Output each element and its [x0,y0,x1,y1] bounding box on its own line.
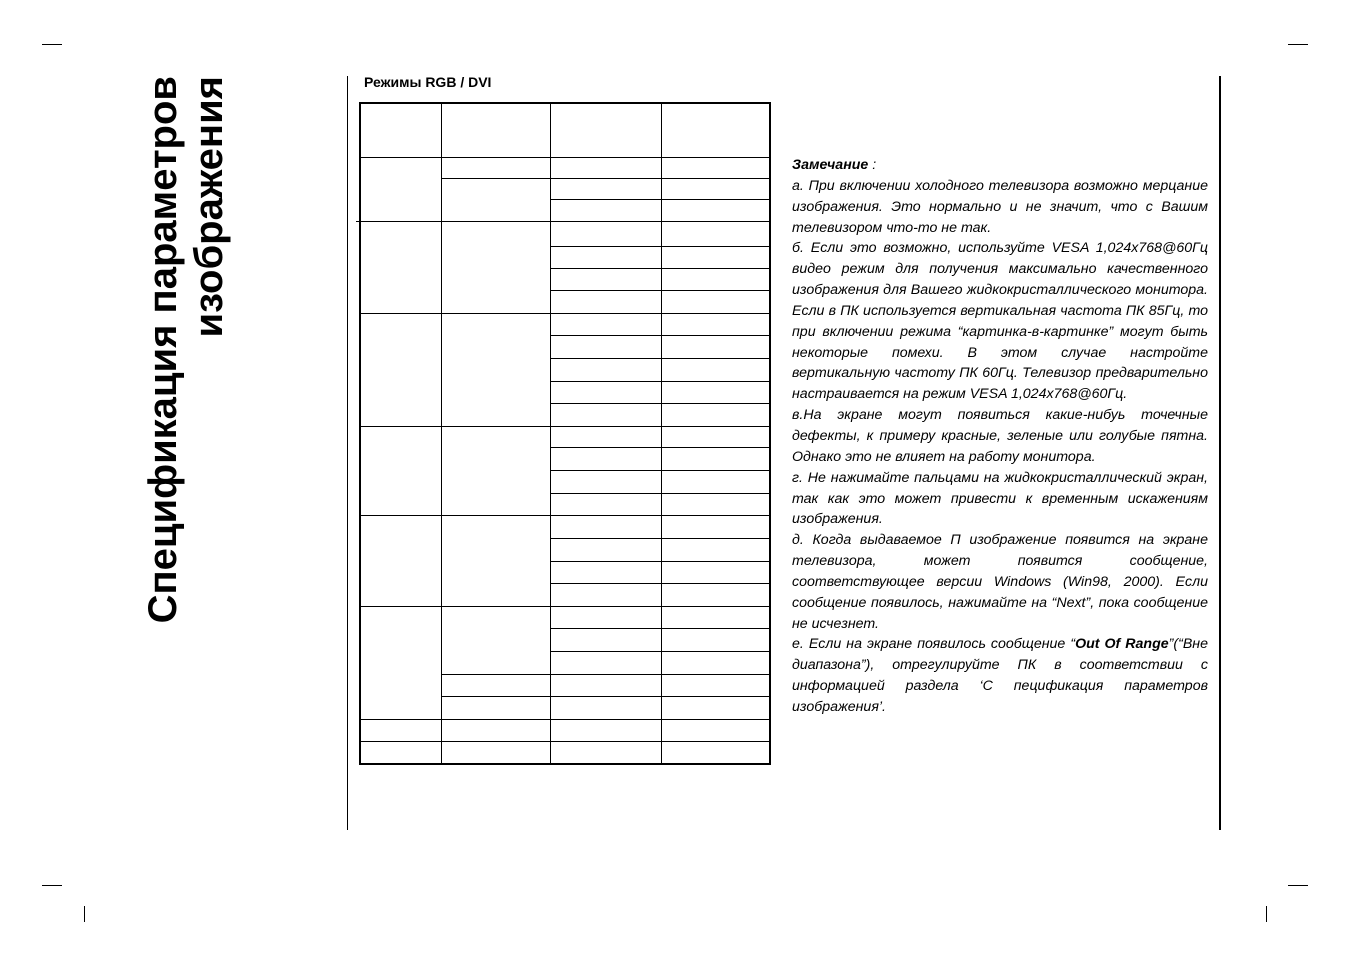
table-row-divider [550,493,771,494]
crop-mark [42,885,62,886]
page-title [140,76,240,736]
crop-mark [1288,44,1308,45]
table-row-divider [359,313,771,314]
note-item-v: в.На экране могут появиться какие-нибуь точечные дефекты, к примеру красные, зеленые или голубые пятна. Однако это не влияет на работу монитора. [792,407,1208,465]
page-title-line-2: изображения [187,76,231,338]
table-row-divider [550,290,771,291]
note-heading-label: Замечание [792,157,869,173]
table-row-divider [550,246,771,247]
crop-mark [1288,885,1308,886]
table-row-divider [359,157,771,158]
table-border-right [769,102,771,765]
table-row-divider [359,719,771,720]
right-margin-rule [1219,76,1221,830]
table-column-divider [550,102,551,763]
note-item-b: б. Если это возможно, используйте VESA 1,024x768@60Гц видео режим для получения максимально качественного изображения для Вашего жидкокристаллического монитора. Если в ПК используется вертикальная частота ПК 85Гц, то при включении режима “картинка-в-картинке” могут быть некоторые помехи. В этом случае настройте вертикальную частоту ПК 60Гц. Телевизор предварительно настраивается на режим VESA 1,024x768@60Гц. [792,240,1208,403]
note-item-e-prefix: е. Если на экране появилось сообщение “ [792,636,1076,653]
table-border-bottom [359,763,771,765]
note-item-g: г. Не нажимайте пальцами на жидкокристаллический экран, так как это может привести к временным искажениям изображения. [792,469,1208,528]
table-row-divider [550,561,771,562]
note-item-d: д. Когда выдаваемое П изображение появится на экране телевизора, может появится сообщение, соответствующее версии Windows (Win98, 2000). Если сообщение появилось, нажимайте на “Next”, пока сообщение не исчезнет. [792,532,1208,632]
table-column-divider [441,102,442,763]
crop-mark [1266,906,1267,922]
note-block [792,155,1208,718]
table-row-divider [441,696,771,697]
note-heading-colon: : [868,157,877,173]
table-row-divider [550,268,771,269]
table-row-divider [550,538,771,539]
table-border-left [359,102,361,765]
table-row-divider [550,447,771,448]
note-item-a: а. При включении холодного телевизора возможно мерцание изображения. Это нормально и не значит, что с Вашим телевизором что-то не так. [792,177,1208,236]
note-item-e-suffix: ”(“Вне диапазона”), отрегулируйте ПК в соответствии с информацией раздела ‘С пецификация параметров изображения’. [792,636,1208,715]
table-row-divider [359,606,771,607]
table-row-divider [550,381,771,382]
table-title: Режимы RGB / DVI [364,74,492,90]
note-heading [792,155,1208,176]
table-row-divider [550,628,771,629]
table-column-divider [661,102,662,763]
table-row-divider [356,221,771,222]
table-row-divider [441,674,771,675]
table-row-divider [550,583,771,584]
crop-mark [42,44,62,45]
table-row-divider [550,335,771,336]
table-row-divider [441,178,771,179]
table-row-divider [359,515,771,516]
note-item-e-emphasis: Out Of Range [1075,636,1169,653]
page-title-line-1: Спецификация параметров [141,76,185,624]
table-row-divider [550,199,771,200]
table-row-divider [550,358,771,359]
note-item-e [792,634,1208,717]
table-row-divider [359,741,771,742]
left-margin-rule [347,76,348,830]
modes-table [359,102,771,765]
crop-mark [84,906,85,922]
table-row-divider [550,403,771,404]
table-row-divider [550,651,771,652]
table-row-divider [359,426,771,427]
table-border-top [359,102,771,104]
table-row-divider [550,470,771,471]
